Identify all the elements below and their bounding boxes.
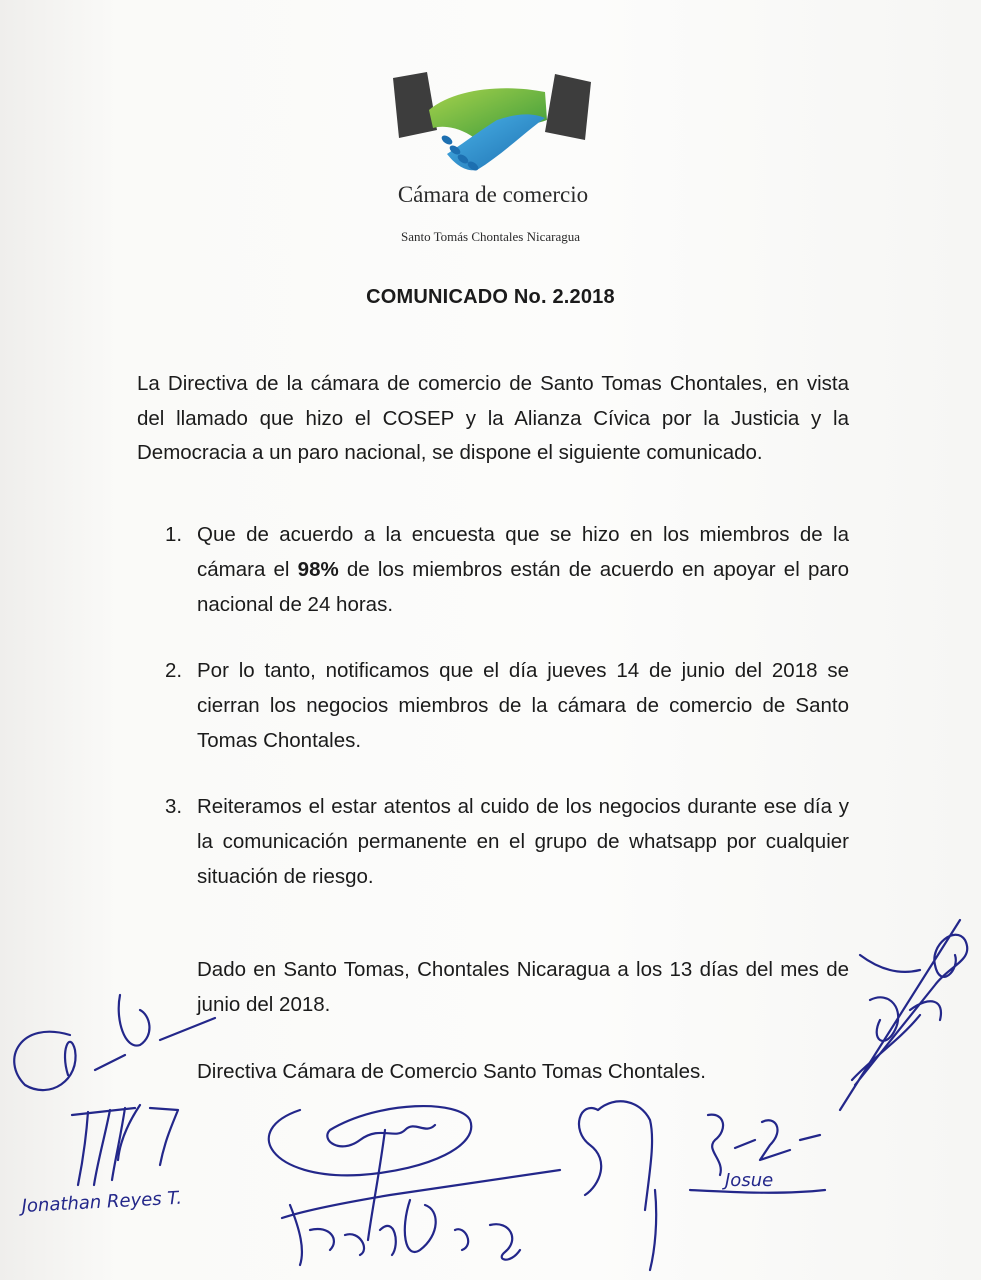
org-name: Cámara de comercio — [397, 182, 589, 207]
list-item-2 — [165, 653, 849, 758]
closing-paragraph: Dado en Santo Tomas, Chontales Nicaragua a los 13 días del mes de junio del 2018. — [197, 958, 849, 1016]
handwritten-name-jonathan: Jonathan Reyes T. — [21, 1187, 183, 1217]
list-item-1 — [165, 517, 849, 622]
percentage-value: 98% — [297, 558, 339, 581]
item-text: Reiteramos el estar atentos al cuido de los negocios durante ese día y la comunicación permanente en el grupo de whatsapp por cualquier situación de riesgo. — [197, 795, 849, 888]
list-item-3 — [165, 789, 849, 894]
document-title: COMUNICADO No. 2.2018 — [366, 286, 615, 308]
signature-right-center — [579, 1101, 656, 1270]
handwritten-name-josue: Josue — [725, 1170, 774, 1191]
item-number: 3. — [165, 795, 183, 818]
handshake-icon — [385, 70, 601, 180]
signature-top-right — [840, 920, 967, 1110]
signature-aracelly — [290, 1200, 520, 1265]
org-subtitle: Santo Tomás Chontales Nicaragua — [400, 229, 580, 244]
signature-josue — [690, 1115, 825, 1193]
intro-paragraph: La Directiva de la cámara de comercio de Santo Tomas Chontales, en vista del llamado que hizo el COSEP y la Alianza Cívica por la Justicia y la Democracia a un paro nacional, se dispone el siguiente comunicado. — [137, 372, 849, 464]
signature-loop-left — [14, 1032, 75, 1090]
signature-jonathan — [72, 1105, 178, 1185]
item-number: 2. — [165, 659, 183, 682]
signoff-line: Directiva Cámara de Comercio Santo Tomas Chontales. — [197, 1060, 706, 1083]
item-text: Por lo tanto, notificamos que el día jueves 14 de junio del 2018 se cierran los negocios miembros de la cámara de comercio de Santo Tomas Chontales. — [197, 659, 849, 752]
signature-center — [269, 1106, 471, 1175]
item-number: 1. — [165, 523, 183, 546]
item-text: Que de acuerdo a la encuesta que se hizo en los miembros de la cámara el 98% de los miembros están de acuerdo en apoyar el paro nacional de 24 horas. — [197, 523, 849, 616]
